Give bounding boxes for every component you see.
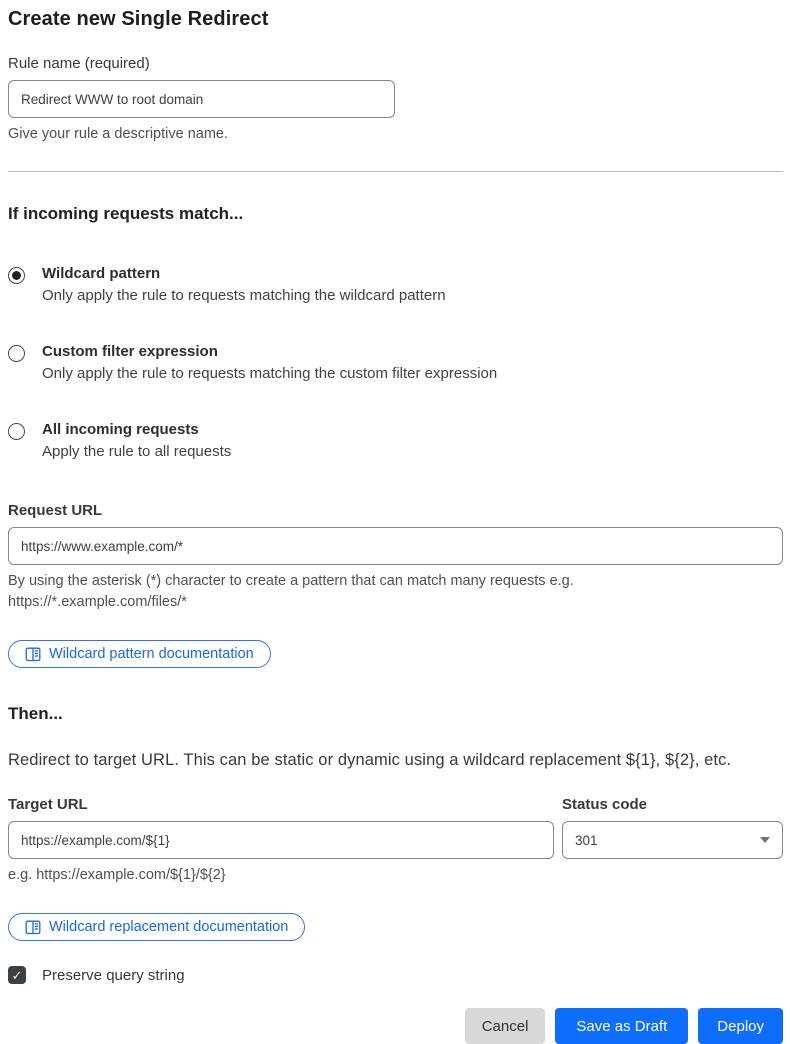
wildcard-replacement-docs-button[interactable]	[8, 913, 305, 941]
save-as-draft-button[interactable]: Save as Draft	[555, 1008, 688, 1044]
cancel-button[interactable]: Cancel	[465, 1008, 546, 1044]
status-code-label: Status code	[562, 796, 648, 813]
preserve-query-label[interactable]: Preserve query string	[42, 966, 185, 984]
request-url-helper-line2: https://*.example.com/files/*	[8, 594, 187, 610]
preserve-query-checkbox[interactable]	[8, 966, 26, 984]
match-section-heading: If incoming requests match...	[8, 204, 244, 223]
book-open-icon	[25, 647, 41, 662]
page-title: Create new Single Redirect	[8, 8, 269, 30]
target-url-input[interactable]	[8, 821, 554, 859]
preserve-query-row[interactable]	[8, 966, 783, 984]
radio-button[interactable]	[8, 267, 25, 284]
radio-option-label[interactable]: Wildcard pattern	[42, 265, 161, 282]
radio-button[interactable]	[8, 423, 25, 440]
wildcard-replacement-docs-label: Wildcard replacement documentation	[49, 919, 289, 935]
rule-name-input[interactable]	[8, 80, 395, 118]
then-section-heading: Then...	[8, 704, 63, 723]
status-code-selected-value: 301	[575, 832, 598, 848]
radio-option-description: Only apply the rule to requests matching the custom filter expression	[42, 365, 498, 382]
target-url-label: Target URL	[8, 796, 88, 813]
radio-option-label[interactable]: Custom filter expression	[42, 343, 218, 360]
radio-button[interactable]	[8, 345, 25, 362]
request-url-helper	[8, 571, 783, 613]
rule-name-helper: Give your rule a descriptive name.	[8, 126, 229, 142]
radio-option-all-requests[interactable]	[8, 421, 783, 460]
section-divider	[8, 171, 783, 172]
check-icon: ✓	[11, 967, 23, 983]
request-url-label: Request URL	[8, 502, 103, 519]
status-code-select[interactable]	[562, 821, 783, 859]
radio-option-custom-filter[interactable]	[8, 343, 783, 382]
then-section-description: Redirect to target URL. This can be static or dynamic using a wildcard replacement ${1}, ${2}, etc.	[8, 751, 732, 769]
book-open-icon	[25, 920, 41, 935]
radio-option-wildcard-pattern[interactable]	[8, 265, 783, 304]
wildcard-pattern-docs-button[interactable]	[8, 640, 271, 668]
wildcard-pattern-docs-label: Wildcard pattern documentation	[49, 646, 254, 662]
footer-actions	[8, 1008, 783, 1044]
chevron-down-icon	[760, 837, 770, 843]
radio-option-label[interactable]: All incoming requests	[42, 421, 199, 438]
radio-option-description: Apply the rule to all requests	[42, 443, 232, 460]
deploy-button[interactable]: Deploy	[698, 1008, 783, 1044]
target-url-helper: e.g. https://example.com/${1}/${2}	[8, 867, 226, 883]
request-url-input[interactable]	[8, 527, 783, 565]
rule-name-label: Rule name (required)	[8, 55, 150, 72]
radio-option-description: Only apply the rule to requests matching the wildcard pattern	[42, 287, 446, 304]
request-url-helper-line1: By using the asterisk (*) character to create a pattern that can match many requests e.g.	[8, 573, 574, 589]
